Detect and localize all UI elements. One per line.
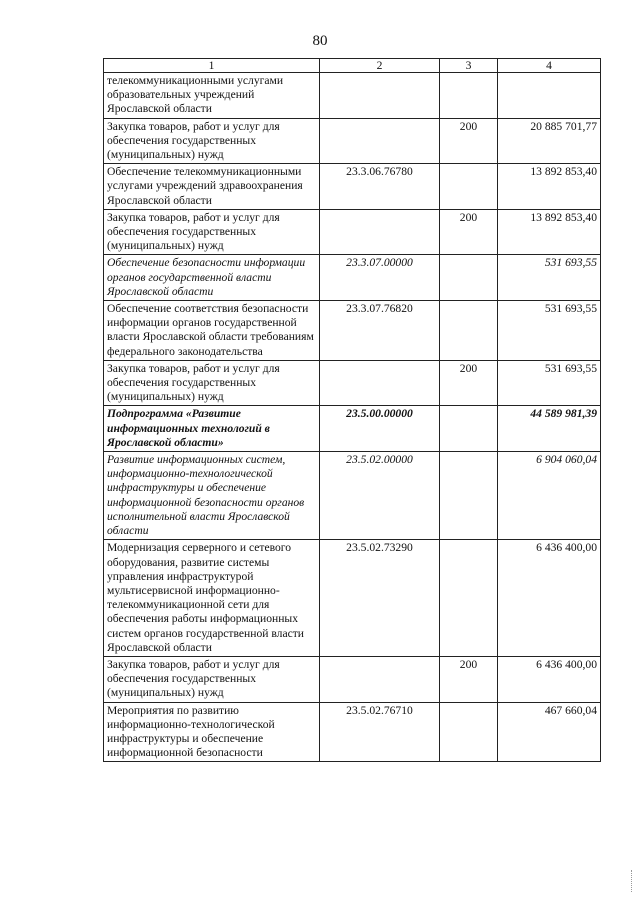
row-code-cell: 23.5.00.00000: [320, 406, 440, 452]
column-header-2: 2: [320, 59, 440, 73]
page-number: 80: [312, 33, 328, 49]
row-amount-cell: 6 436 400,00: [498, 656, 601, 702]
table-row: [104, 702, 601, 762]
row-code-cell: [320, 656, 440, 702]
row-amount-cell: 6 436 400,00: [498, 540, 601, 657]
row-type-cell: [440, 301, 498, 361]
row-amount-cell: 44 589 981,39: [498, 406, 601, 452]
row-name-cell: Закупка товаров, работ и услуг для обеспечения государственных (муниципальных) нужд: [104, 209, 320, 255]
row-name-cell: Обеспечение соответствия безопасности информации органов государственной власти Ярославской области требованиям федерального законодательства: [104, 301, 320, 361]
table-row: [104, 209, 601, 255]
row-type-cell: 200: [440, 656, 498, 702]
table-row: [104, 301, 601, 361]
row-type-cell: 200: [440, 209, 498, 255]
row-code-cell: [320, 118, 440, 164]
row-name-cell: Развитие информационных систем, информационно-технологической инфраструктуры и обеспечение информационной безопасности органов исполнительной власти Ярославской области: [104, 452, 320, 540]
row-code-cell: [320, 73, 440, 119]
row-amount-cell: 13 892 853,40: [498, 164, 601, 210]
table-header-row: [104, 59, 601, 73]
row-amount-cell: 20 885 701,77: [498, 118, 601, 164]
row-type-cell: [440, 164, 498, 210]
row-code-cell: 23.3.07.76820: [320, 301, 440, 361]
row-type-cell: [440, 452, 498, 540]
row-code-cell: 23.3.07.00000: [320, 255, 440, 301]
row-name-cell: Мероприятия по развитию информационно-технологической инфраструктуры и обеспечение информационной безопасности: [104, 702, 320, 762]
row-amount-cell: 467 660,04: [498, 702, 601, 762]
row-type-cell: [440, 406, 498, 452]
row-code-cell: 23.5.02.73290: [320, 540, 440, 657]
column-header-1: 1: [104, 59, 320, 73]
row-amount-cell: 6 904 060,04: [498, 452, 601, 540]
row-code-cell: 23.5.02.76710: [320, 702, 440, 762]
table-row: [104, 118, 601, 164]
row-code-cell: [320, 360, 440, 406]
table-row: [104, 360, 601, 406]
row-amount-cell: [498, 73, 601, 119]
column-header-3: 3: [440, 59, 498, 73]
row-code-cell: 23.5.02.00000: [320, 452, 440, 540]
row-type-cell: 200: [440, 360, 498, 406]
budget-table: [103, 58, 601, 762]
row-type-cell: [440, 73, 498, 119]
row-code-cell: [320, 209, 440, 255]
row-name-cell: телекоммуникационными услугами образовательных учреждений Ярославской области: [104, 73, 320, 119]
row-amount-cell: 531 693,55: [498, 255, 601, 301]
row-name-cell: Закупка товаров, работ и услуг для обеспечения государственных (муниципальных) нужд: [104, 656, 320, 702]
table-row: [104, 164, 601, 210]
row-type-cell: [440, 540, 498, 657]
column-header-4: 4: [498, 59, 601, 73]
row-name-cell: Подпрограмма «Развитие информационных технологий в Ярославской области»: [104, 406, 320, 452]
row-name-cell: Закупка товаров, работ и услуг для обеспечения государственных (муниципальных) нужд: [104, 360, 320, 406]
row-name-cell: Обеспечение безопасности информации органов государственной власти Ярославской области: [104, 255, 320, 301]
scan-margin-mark: [631, 870, 634, 892]
table-row: [104, 406, 601, 452]
row-code-cell: 23.3.06.76780: [320, 164, 440, 210]
row-type-cell: [440, 702, 498, 762]
row-amount-cell: 13 892 853,40: [498, 209, 601, 255]
table-row: [104, 452, 601, 540]
table-body: [104, 73, 601, 762]
table-row: [104, 255, 601, 301]
row-name-cell: Модернизация серверного и сетевого оборудования, развитие системы управления инфраструктурой мультисервисной информационно-телекоммуникационной сети для обеспечения работы информационных систем органов государственной власти Ярославской области: [104, 540, 320, 657]
row-name-cell: Закупка товаров, работ и услуг для обеспечения государственных (муниципальных) нужд: [104, 118, 320, 164]
table-row: [104, 540, 601, 657]
table-row: [104, 73, 601, 119]
row-type-cell: [440, 255, 498, 301]
row-amount-cell: 531 693,55: [498, 360, 601, 406]
table-row: [104, 656, 601, 702]
row-type-cell: 200: [440, 118, 498, 164]
row-amount-cell: 531 693,55: [498, 301, 601, 361]
row-name-cell: Обеспечение телекоммуникационными услугами учреждений здравоохранения Ярославской области: [104, 164, 320, 210]
